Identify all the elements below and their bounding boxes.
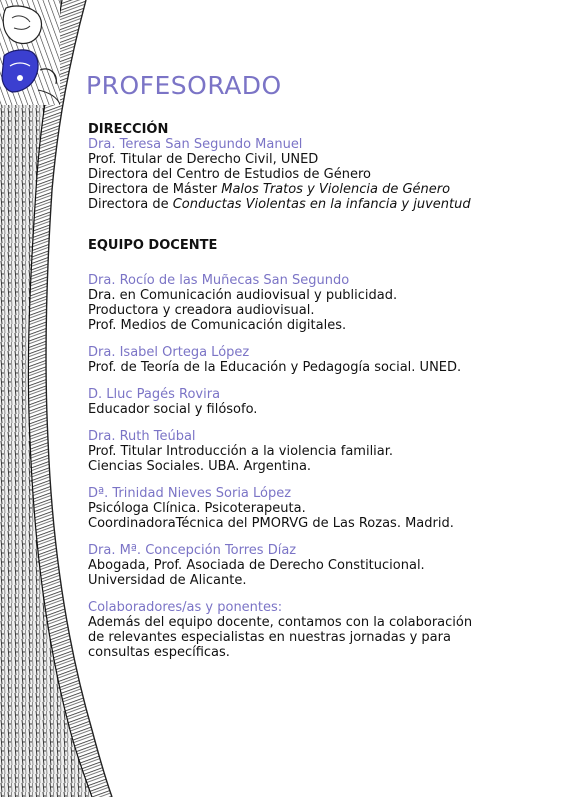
- director-line-4-program: Conductas Violentas en la infancia y juventud: [172, 197, 471, 212]
- member-detail: Educador social y filósofo.: [88, 402, 258, 417]
- member-detail: Abogada, Prof. Asociada de Derecho Constitucional.: [88, 558, 425, 573]
- director-line-3-program: Malos Tratos y Violencia de Género: [221, 182, 451, 197]
- director-line-1: Prof. Titular de Derecho Civil, UNED: [88, 152, 319, 167]
- colaboradores-line: consultas específicas.: [88, 645, 230, 660]
- faculty-member: [88, 486, 548, 531]
- equipo-heading: EQUIPO DOCENTE: [88, 238, 218, 253]
- director-line-4: [88, 197, 548, 212]
- equipo-section: [88, 238, 548, 588]
- director-line-3-prefix: Directora de Máster: [88, 182, 222, 197]
- member-detail: Dra. en Comunicación audiovisual y publicidad.: [88, 288, 398, 303]
- member-name: Dª. Trinidad Nieves Soria López: [88, 486, 292, 501]
- member-name: D. Lluc Pagés Rovira: [88, 387, 221, 402]
- faculty-member: [88, 345, 548, 375]
- direccion-heading: DIRECCIÓN: [88, 122, 169, 137]
- director-line-2: Directora del Centro de Estudios de Género: [88, 167, 372, 182]
- member-detail: Ciencias Sociales. UBA. Argentina.: [88, 459, 312, 474]
- colaboradores-line: Además del equipo docente, contamos con la colaboración: [88, 615, 473, 630]
- member-detail: Prof. de Teoría de la Educación y Pedagogía social. UNED.: [88, 360, 462, 375]
- member-detail: Prof. Medios de Comunicación digitales.: [88, 318, 347, 333]
- director-name: Dra. Teresa San Segundo Manuel: [88, 137, 303, 152]
- faculty-member: [88, 429, 548, 474]
- member-name: Dra. Mª. Concepción Torres Díaz: [88, 543, 297, 558]
- faculty-member: [88, 387, 548, 417]
- member-detail: Productora y creadora audiovisual.: [88, 303, 315, 318]
- colaboradores-section: [88, 600, 548, 660]
- direccion-section: [88, 122, 548, 212]
- member-detail: Prof. Titular Introducción a la violencia familiar.: [88, 444, 394, 459]
- member-detail: Psicóloga Clínica. Psicoterapeuta.: [88, 501, 306, 516]
- faculty-content: [88, 122, 548, 660]
- page-title: PROFESORADO: [86, 71, 282, 100]
- member-name: Dra. Rocío de las Muñecas San Segundo: [88, 273, 350, 288]
- director-line-3: [88, 182, 548, 197]
- member-name: Dra. Isabel Ortega López: [88, 345, 250, 360]
- colaboradores-line: de relevantes especialistas en nuestras jornadas y para: [88, 630, 451, 645]
- member-name: Dra. Ruth Teúbal: [88, 429, 196, 444]
- director-line-4-prefix: Directora de: [88, 197, 173, 212]
- colaboradores-heading: Colaboradores/as y ponentes:: [88, 600, 283, 615]
- faculty-member: [88, 543, 548, 588]
- member-detail: Universidad de Alicante.: [88, 573, 247, 588]
- member-detail: CoordinadoraTécnica del PMORVG de Las Rozas. Madrid.: [88, 516, 454, 531]
- faculty-member: [88, 273, 548, 333]
